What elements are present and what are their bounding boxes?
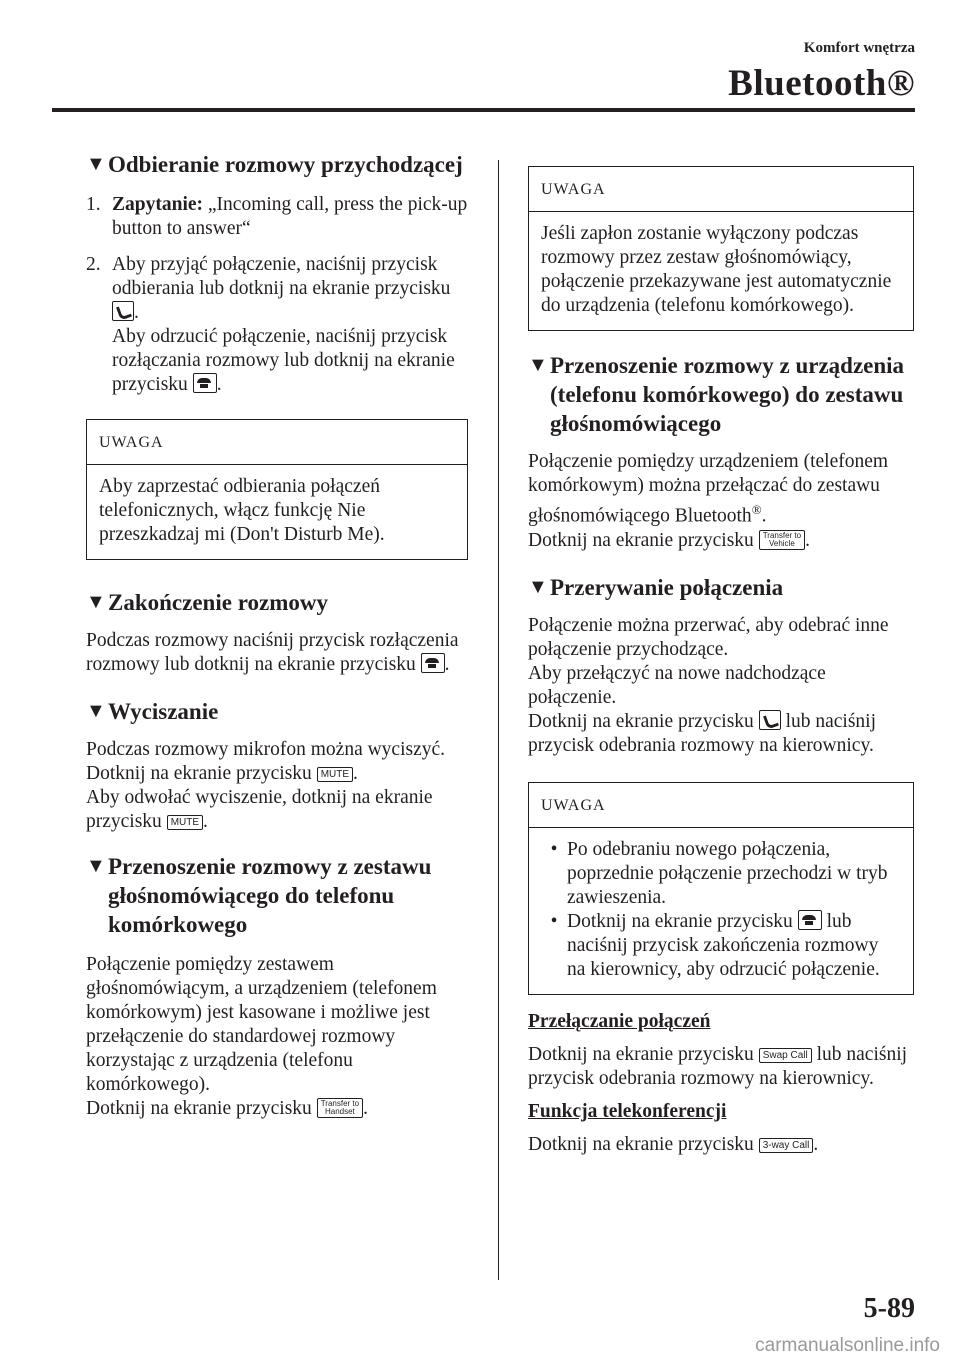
three-way-call-button-graphic: 3-way Call <box>759 1138 814 1153</box>
list-item: • Dotknij na ekranie przycisku lub naciśnij przycisk zakończenia rozmowy na kierownicy, aby odrzucić połączenie. <box>541 910 901 982</box>
phone-hangup-icon <box>798 910 822 930</box>
swap-call-button-graphic: Swap Call <box>759 1048 812 1063</box>
mute-button-graphic: MUTE <box>167 815 203 830</box>
note-heading: UWAGA <box>87 420 467 465</box>
transfer-to-vehicle-button-graphic: Transfer to Vehicle <box>759 530 805 550</box>
numbered-item-2: 2. Aby przyjąć połączenie, naciśnij przycisk odbierania lub dotknij na ekranie przycisku . Aby odrzucić połączenie, naciśnij przycisk rozłączania rozmowy lub dotknij na ekranie przycisku . <box>86 254 455 395</box>
note-heading: UWAGA <box>529 783 913 828</box>
phone-answer-icon <box>112 301 134 321</box>
right-column <box>528 166 914 1157</box>
header-title: Bluetooth® <box>728 63 915 104</box>
triangle-down-icon: ▼ <box>86 153 106 175</box>
phone-hangup-icon <box>193 373 217 393</box>
note-heading: UWAGA <box>529 167 913 212</box>
paragraph-swap-calls: Dotknij na ekranie przycisku Swap Call lub naciśnij przycisk odebrania rozmowy na kierownicy. <box>528 1043 908 1089</box>
paragraph-interrupt-call: Połączenie można przerwać, aby odebrać inne połączenie przychodzące. Aby przełączyć na nowe nadchodzące połączenie. Dotknij na ekranie przycisku lub naciśnij przycisk odebrania rozmowy na kierownicy. <box>528 614 889 756</box>
mute-button-graphic: MUTE <box>317 767 353 782</box>
paragraph-end-call: Podczas rozmowy naciśnij przycisk rozłączenia rozmowy lub dotknij na ekranie przycisku . <box>86 630 459 675</box>
note-box <box>528 166 914 331</box>
transfer-to-handset-button-graphic: Transfer to Handset <box>317 1098 363 1118</box>
subheading-conference: Funkcja telekonferencji <box>528 1100 727 1122</box>
section-title-transfer-to-vehicle: ▼ Przenoszenie rozmowy z urządzenia (telefonu komórkowego) do zestawu głośnomówiącego <box>528 353 905 436</box>
section-title-interrupt-call: ▼ Przerywanie połączenia <box>528 574 784 600</box>
left-column <box>86 150 468 1121</box>
numbered-item-1: 1. Zapytanie: „Incoming call, press the pick-up button to answer“ <box>86 194 468 239</box>
paragraph-mute: Podczas rozmowy mikrofon można wyciszyć. Dotknij na ekranie przycisku MUTE . Aby odwołać wyciszenie, dotknij na ekranie przycisku MUTE . <box>86 739 446 832</box>
note-bullet-list <box>541 838 901 982</box>
section-title-end-call: ▼ Zakończenie rozmowy <box>86 590 328 615</box>
paragraph-conference: Dotknij na ekranie przycisku 3-way Call . <box>528 1133 819 1155</box>
note-text: Aby zaprzestać odbierania połączeń telefonicznych, włącz funkcję Nie przeszkadzaj mi (Don't Disturb Me). <box>99 476 385 545</box>
section-title-transfer-to-handset: ▼ Przenoszenie rozmowy z zestawu głośnomówiącego do telefonu komórkowego <box>86 854 432 937</box>
section-title-answering: ▼ Odbieranie rozmowy przychodzącej <box>86 152 463 177</box>
triangle-down-icon: ▼ <box>86 591 106 613</box>
phone-answer-icon <box>759 710 781 730</box>
page-number: 5-89 <box>863 1293 915 1324</box>
triangle-down-icon: ▼ <box>86 700 106 722</box>
bullet-icon: • <box>550 910 558 932</box>
bullet-icon: • <box>550 838 558 860</box>
header-subtitle: Komfort wnętrza <box>803 40 915 56</box>
note-box <box>528 782 914 995</box>
subheading-swap-calls: Przełączanie połączeń <box>528 1010 711 1032</box>
paragraph-transfer-to-handset: Połączenie pomiędzy zestawem głośnomówiącym, a urządzeniem (telefonem komórkowym) jest kasowane i możliwe jest przełączenie do standardowej rozmowy korzystając z urządzenia (telefonu komórkowego). Dotknij na ekranie przycisku Transfer to Handset . <box>86 954 437 1119</box>
triangle-down-icon: ▼ <box>528 575 548 598</box>
triangle-down-icon: ▼ <box>86 855 106 877</box>
phone-hangup-icon <box>421 653 445 673</box>
column-divider <box>498 160 499 1280</box>
section-title-mute: ▼ Wyciszanie <box>86 699 219 724</box>
header-rule <box>52 108 915 112</box>
list-item: • Po odebraniu nowego połączenia, poprzednie połączenie przechodzi w tryb zawieszenia. <box>541 838 901 910</box>
watermark: carmanualsonline.info <box>755 1335 940 1356</box>
note-text: Jeśli zapłon zostanie wyłączony podczas rozmowy przez zestaw głośnomówiący, połączenie przekazywane jest automatycznie do urządzenia (telefonu komórkowego). <box>541 223 892 316</box>
triangle-down-icon: ▼ <box>528 354 548 376</box>
note-box <box>86 419 468 560</box>
paragraph-transfer-to-vehicle: Połączenie pomiędzy urządzeniem (telefonem komórkowym) można przełączać do zestawu głośnomówiącego Bluetooth®. Dotknij na ekranie przycisku Transfer to Vehicle . <box>528 451 889 551</box>
